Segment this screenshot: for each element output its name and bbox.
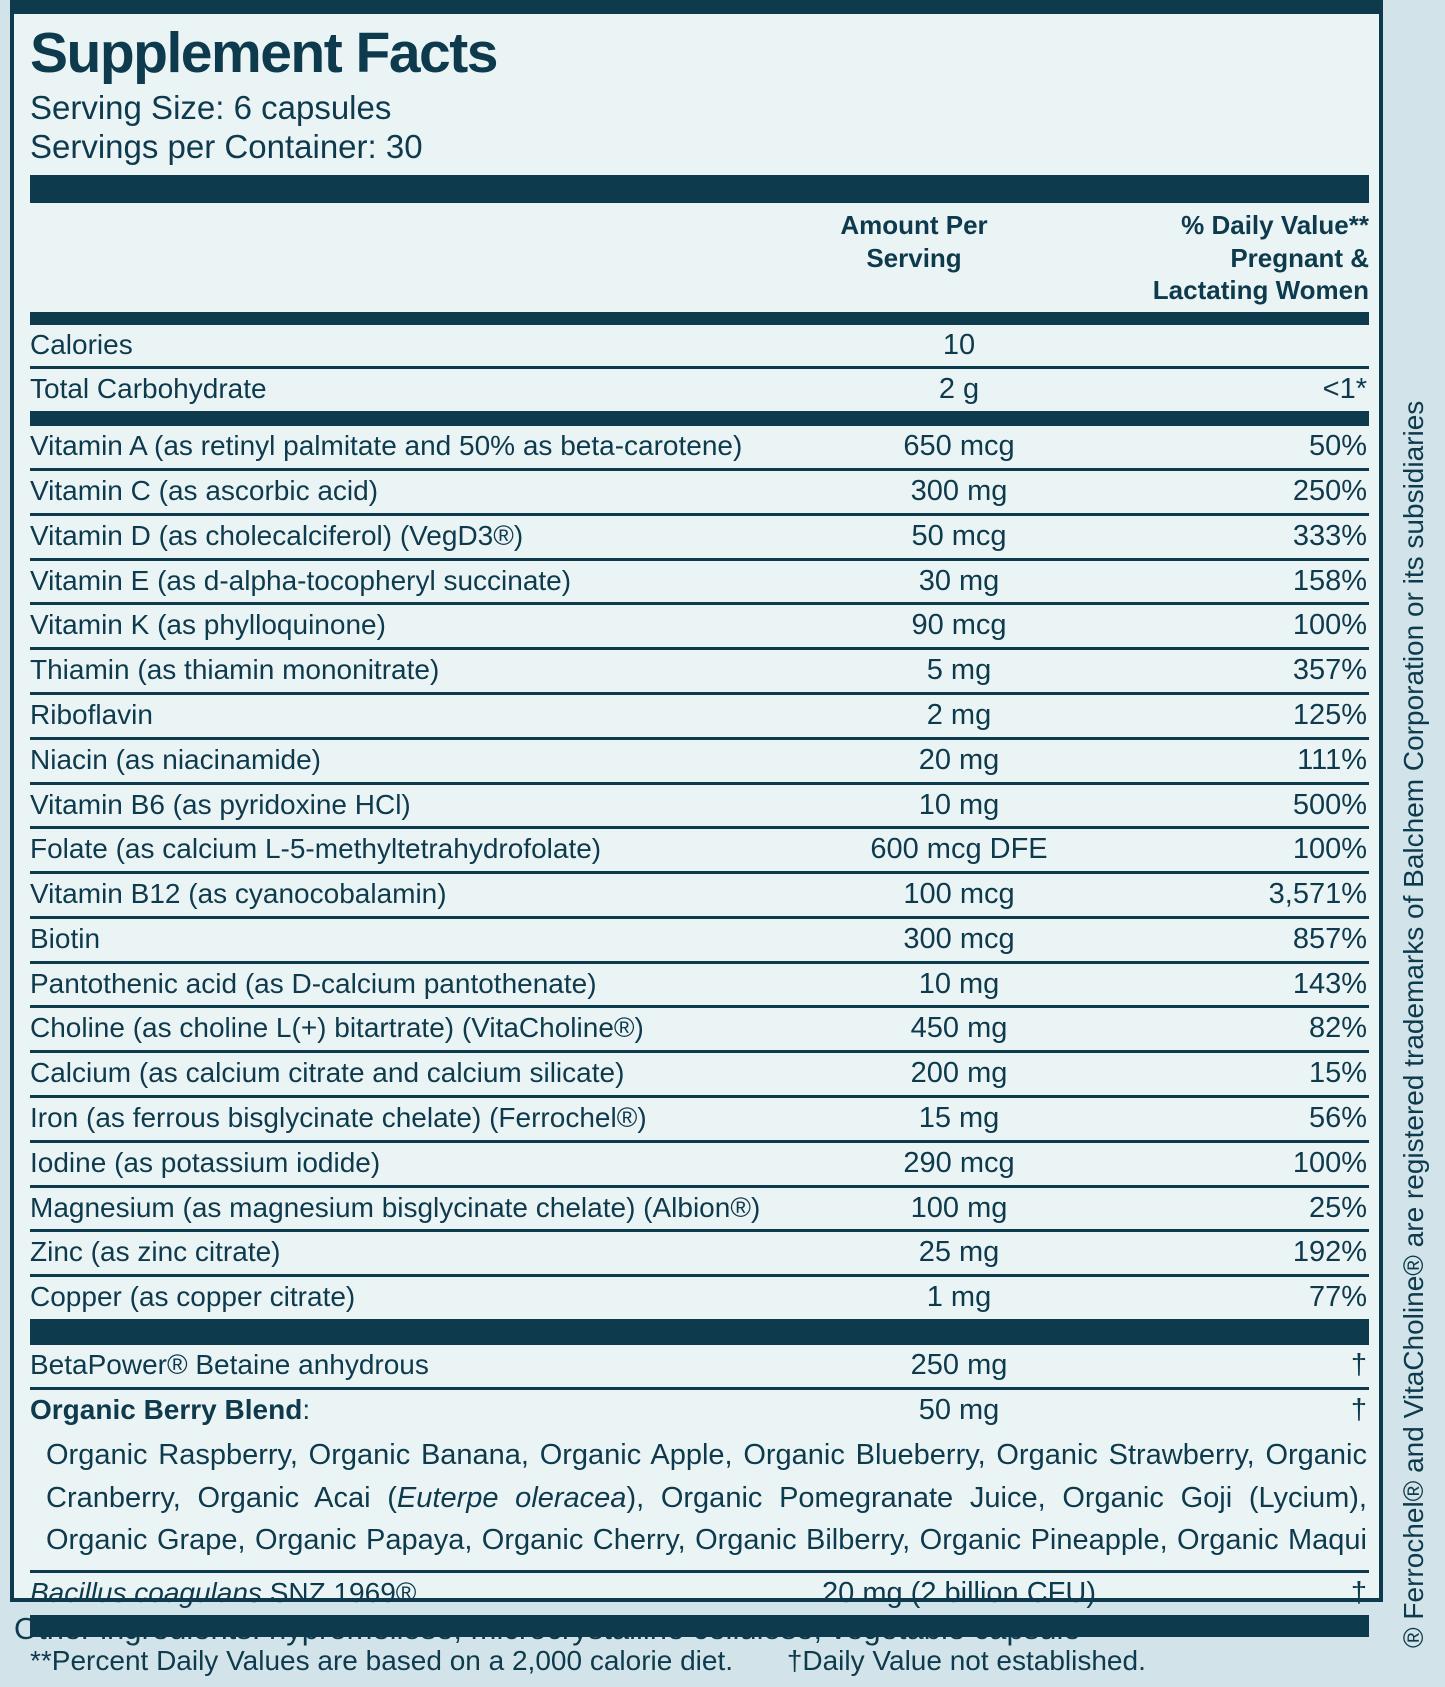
nutrient-name: [30, 608, 799, 642]
nutrient-amount: 250 mg: [910, 1349, 1008, 1382]
nutrient-row: [30, 366, 1369, 411]
supplement-facts-title: Supplement Facts: [30, 21, 497, 85]
header-amount-per-serving: Amount Per Serving: [840, 210, 988, 273]
nutrient-name: [30, 429, 799, 463]
text-segment: Zinc (as zinc citrate): [30, 1236, 281, 1268]
nutrient-daily-value: 25%: [1308, 1191, 1367, 1224]
nutrient-daily-value: 100%: [1292, 1146, 1367, 1179]
nutrient-name: [30, 788, 799, 822]
nutrient-daily-value: 100%: [1292, 609, 1367, 642]
nutrient-daily-value: 250%: [1292, 474, 1367, 507]
nutrient-amount: 300 mg: [910, 474, 1008, 507]
text-segment: Calories: [30, 328, 133, 360]
nutrient-amount: 50 mcg: [911, 519, 1007, 552]
header-daily-value: % Daily Value** Pregnant & Lactating Women: [1152, 210, 1369, 306]
section-bar-top: [30, 175, 1369, 203]
nutrient-name: [30, 877, 799, 911]
nutrient-daily-value: 50%: [1308, 430, 1367, 463]
nutrient-name: [30, 743, 799, 777]
text-segment: Vitamin D (as cholecalciferol) (VegD3®): [30, 519, 524, 551]
nutrient-row: [30, 916, 1369, 961]
nutrient-row: [30, 1387, 1369, 1432]
nutrient-row: [30, 558, 1369, 603]
nutrient-amount: 2 mg: [926, 698, 992, 731]
nutrient-amount: 10: [942, 328, 976, 361]
text-segment: :: [302, 1393, 311, 1425]
nutrient-row: [30, 1345, 1369, 1387]
nutrient-daily-value: 857%: [1292, 922, 1367, 955]
text-segment: ), Organic Pomegranate Juice, Organic Goji (Lycium), Organic Grape, Organic Papaya, Organic Cherry, Organic Bilberry, Organic Pineapple, Organic Maqui: [46, 1481, 1367, 1557]
nutrient-name: [30, 1235, 799, 1269]
nutrient-name: [30, 698, 799, 732]
footnote-percent-dv: **Percent Daily Values are based on a 2,000 calorie diet.: [30, 1645, 734, 1677]
nutrient-row: [30, 1570, 1369, 1615]
nutrient-daily-value: †: [1350, 1393, 1367, 1426]
nutrient-daily-value: 500%: [1292, 788, 1367, 821]
nutrient-name: [30, 372, 799, 406]
table-body: [30, 325, 1369, 1638]
nutrient-amount: 15 mg: [918, 1102, 1000, 1135]
nutrient-daily-value: 192%: [1292, 1236, 1367, 1269]
text-segment: Pantothenic acid (as D-calcium pantothenate): [30, 967, 597, 999]
nutrient-daily-value: 333%: [1292, 519, 1367, 552]
nutrient-row: [30, 1005, 1369, 1050]
nutrient-row: [30, 602, 1369, 647]
text-segment: Organic Berry Blend: [30, 1393, 303, 1425]
footnote-dagger: †Daily Value not established.: [786, 1645, 1146, 1677]
nutrient-daily-value: †: [1350, 1349, 1367, 1382]
nutrient-name: [30, 1280, 799, 1314]
vertical-trademark-note: ® Ferrochel® and VitaCholine® are registered trademarks of Balchem Corporation or its subsidiaries: [1398, 400, 1429, 1648]
text-segment: Vitamin A (as retinyl palmitate and 50% as beta-carotene): [30, 430, 743, 462]
text-segment: Vitamin B6 (as pyridoxine HCl): [30, 788, 411, 820]
nutrient-row: [30, 1274, 1369, 1319]
text-segment: Biotin: [30, 922, 101, 954]
text-segment: Calcium (as calcium citrate and calcium silicate): [30, 1057, 625, 1089]
nutrient-amount: 2 g: [938, 373, 980, 406]
nutrient-name: [30, 832, 799, 866]
nutrient-row: [30, 325, 1369, 367]
servings-per-container-line: Servings per Container: 30: [30, 128, 423, 166]
nutrient-amount: 650 mcg: [903, 430, 1015, 463]
nutrient-amount: 30 mg: [918, 564, 1000, 597]
nutrient-daily-value: 111%: [1297, 743, 1367, 776]
text-segment: Bacillus coagulans: [30, 1577, 262, 1609]
nutrient-row: [30, 961, 1369, 1006]
nutrient-amount: 100 mg: [910, 1191, 1008, 1224]
serving-size-line: Serving Size: 6 capsules: [30, 88, 392, 126]
nutrient-daily-value: 143%: [1292, 967, 1367, 1000]
nutrient-name: [30, 653, 799, 687]
nutrient-amount: 450 mg: [910, 1012, 1008, 1045]
nutrient-amount: 10 mg: [918, 967, 1000, 1000]
nutrient-row: [30, 1229, 1369, 1274]
separator-bar: [30, 411, 1369, 426]
nutrient-daily-value: †: [1350, 1577, 1367, 1610]
nutrient-name: [30, 1146, 799, 1180]
berry-blend-ingredients: [30, 1432, 1369, 1571]
text-segment: Total Carbohydrate: [30, 373, 267, 405]
nutrient-name: [30, 967, 799, 1001]
nutrient-daily-value: 56%: [1308, 1102, 1367, 1135]
text-segment: Niacin (as niacinamide): [30, 743, 322, 775]
nutrient-name: [30, 1348, 799, 1382]
nutrient-daily-value: 100%: [1292, 833, 1367, 866]
nutrient-amount: 1 mg: [926, 1281, 992, 1314]
nutrient-daily-value: 82%: [1308, 1012, 1367, 1045]
text-segment: Choline (as choline L(+) bitartrate) (VitaCholine®): [30, 1012, 644, 1044]
nutrient-daily-value: 125%: [1292, 698, 1367, 731]
nutrient-amount: 50 mg: [918, 1393, 1000, 1426]
nutrient-daily-value: 3,571%: [1268, 878, 1367, 911]
nutrient-row: [30, 513, 1369, 558]
nutrient-amount: 10 mg: [918, 788, 1000, 821]
text-segment: Iron (as ferrous bisglycinate chelate) (Ferrochel®): [30, 1102, 647, 1134]
text-segment: Copper (as copper citrate): [30, 1281, 356, 1313]
text-segment: Iodine (as potassium iodide): [30, 1146, 381, 1178]
nutrient-row: [30, 468, 1369, 513]
text-segment: BetaPower® Betaine anhydrous: [30, 1349, 429, 1381]
nutrient-amount: 600 mcg DFE: [870, 833, 1048, 866]
nutrient-amount: 25 mg: [918, 1236, 1000, 1269]
header-spacer: [30, 209, 749, 307]
text-segment: Euterpe oleracea: [396, 1481, 627, 1514]
text-segment: Vitamin E (as d-alpha-tocopheryl succinate): [30, 564, 572, 596]
text-segment: Vitamin K (as phylloquinone): [30, 609, 386, 641]
text-segment: SNZ 1969®: [261, 1577, 417, 1609]
nutrient-row: [30, 692, 1369, 737]
nutrient-amount: 90 mcg: [911, 609, 1007, 642]
nutrient-name: [30, 1101, 799, 1135]
nutrient-amount: 5 mg: [926, 654, 992, 687]
nutrient-name: [30, 328, 799, 362]
text-segment: Vitamin C (as ascorbic acid): [30, 474, 379, 506]
text-segment: Thiamin (as thiamin mononitrate): [30, 654, 440, 686]
text-segment: Magnesium (as magnesium bisglycinate chelate) (Albion®): [30, 1191, 761, 1223]
nutrient-row: [30, 1050, 1369, 1095]
nutrient-name: [30, 1011, 799, 1045]
nutrient-daily-value: 15%: [1308, 1057, 1367, 1090]
nutrient-row: [30, 871, 1369, 916]
nutrient-daily-value: 357%: [1292, 654, 1367, 687]
nutrient-daily-value: 77%: [1308, 1281, 1367, 1314]
nutrient-row: [30, 737, 1369, 782]
nutrient-row: [30, 1140, 1369, 1185]
text-segment: Organic Raspberry, Organic Banana, Organic Apple, Organic Blueberry, Organic Strawberry, Organic Cranberry, Organic Acai (: [46, 1438, 1367, 1514]
nutrient-name: [30, 922, 799, 956]
text-segment: Riboflavin: [30, 698, 153, 730]
nutrient-amount: 300 mcg: [903, 922, 1015, 955]
nutrient-amount: 20 mg (2 billion CFU): [822, 1577, 1096, 1610]
nutrient-row: [30, 647, 1369, 692]
nutrient-name: [30, 519, 799, 553]
nutrient-amount: 100 mcg: [903, 878, 1015, 911]
nutrient-row: [30, 1185, 1369, 1230]
nutrient-row: [30, 1095, 1369, 1140]
nutrient-name: [30, 1576, 799, 1610]
nutrient-row: [30, 426, 1369, 468]
nutrient-daily-value: 158%: [1292, 564, 1367, 597]
text-segment: Folate (as calcium L-5-methyltetrahydrofolate): [30, 833, 602, 865]
column-header-row: [30, 203, 1369, 312]
nutrient-name: [30, 1056, 799, 1090]
text-segment: Vitamin B12 (as cyanocobalamin): [30, 878, 447, 910]
nutrient-row: [30, 826, 1369, 871]
nutrient-amount: 20 mg: [918, 743, 1000, 776]
nutrient-amount: 200 mg: [910, 1057, 1008, 1090]
nutrient-amount: 290 mcg: [903, 1146, 1015, 1179]
nutrient-row: [30, 782, 1369, 827]
separator-bar: [30, 1319, 1369, 1345]
nutrient-name: [30, 474, 799, 508]
top-edge-bar: [10, 0, 1383, 10]
nutrient-name: [30, 1393, 799, 1427]
nutrient-name: [30, 1191, 799, 1225]
other-ingredients-partial: Other ingredients: hypromellose, microcrystalline cellulose, vegetable capsule: [14, 1611, 1081, 1646]
section-bar-header-bottom: [30, 312, 1369, 325]
nutrient-daily-value: <1*: [1322, 373, 1367, 406]
nutrient-name: [30, 564, 799, 598]
